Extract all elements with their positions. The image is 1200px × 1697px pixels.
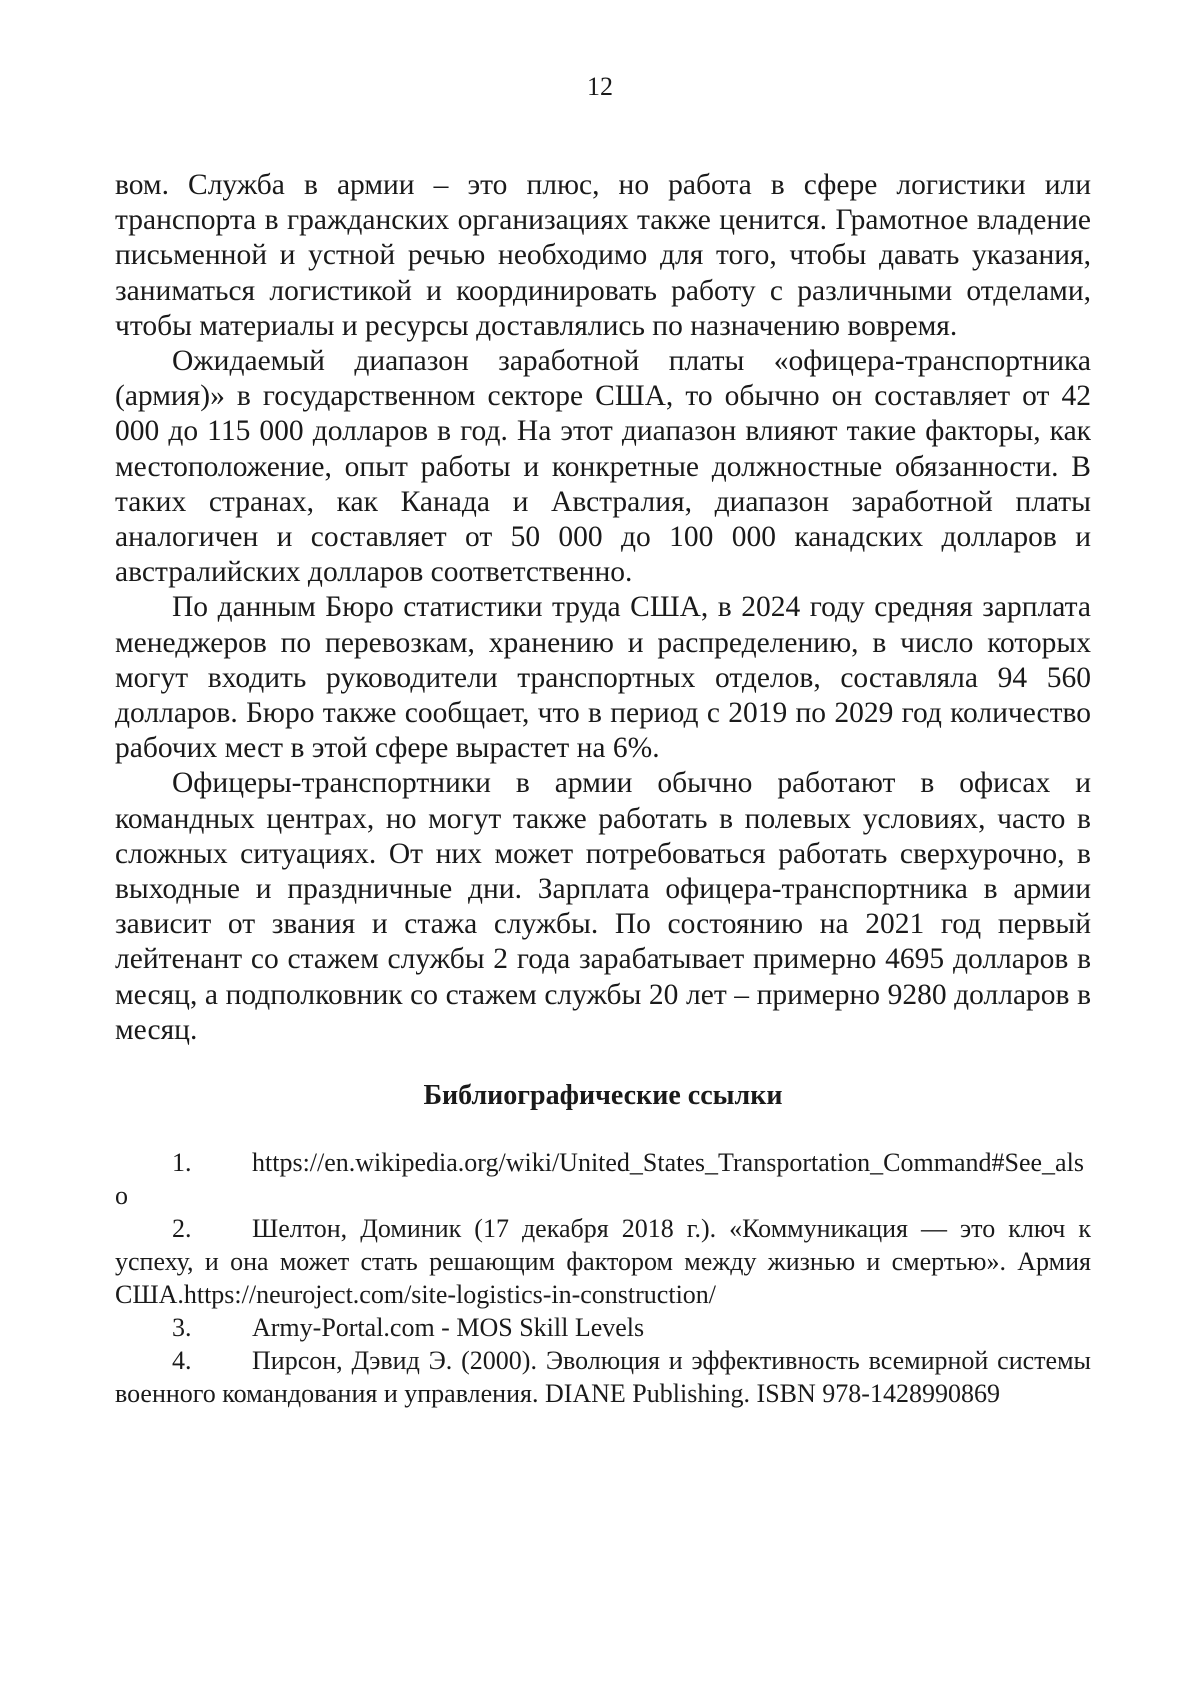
references-list	[115, 1146, 1091, 1410]
reference-number: 1.	[172, 1148, 192, 1178]
reference-text: Пирсон, Дэвид Э. (2000). Эволюция и эффективность всемирной системы военного командования и управления. DIANE Publishing. ISBN 978-1428990869	[115, 1346, 1091, 1409]
paragraph-2: Ожидаемый диапазон заработной платы «офицера-транспортника (армия)» в государственном секторе США, то обычно он составляет от 42 000 до 115 000 долларов в год. На этот диапазон влияют такие факторы, как местоположение, опыт работы и конкретные должностные обязанности. В таких странах, как Канада и Австралия, диапазон заработной платы аналогичен и составляет от 50 000 до 100 000 канадских долларов и австралийских долларов соответственно.	[115, 345, 1091, 589]
body-text	[115, 168, 1091, 1410]
reference-item-2	[115, 1212, 1091, 1311]
reference-number: 4.	[172, 1346, 192, 1376]
reference-item-4	[115, 1344, 1091, 1410]
paragraph-4: Офицеры-транспортники в армии обычно работают в офисах и командных центрах, но могут также работать в полевых условиях, часто в сложных ситуациях. От них может потребоваться работать сверхурочно, в выходные и праздничные дни. Зарплата офицера-транспортника в армии зависит от звания и стажа службы. По состоянию на 2021 год первый лейтенант со стажем службы 2 года зарабатывает примерно 4695 долларов в месяц, а подполковник со стажем службы 20 лет – примерно 9280 долларов в месяц.	[115, 767, 1091, 1046]
paragraph-1: вом. Служба в армии – это плюс, но работа в сфере логистики или транспорта в гражданских организациях также ценится. Грамотное владение письменной и устной речью необходимо для того, чтобы давать указания, заниматься логистикой и координировать работу с различными отделами, чтобы материалы и ресурсы доставлялись по назначению вовремя.	[115, 169, 1091, 342]
reference-text: https://en.wikipedia.org/wiki/United_States_Transportation_Command#See_also	[115, 1148, 1084, 1211]
paragraph-3: По данным Бюро статистики труда США, в 2024 году средняя зарплата менеджеров по перевозкам, хранению и распределению, в число которых могут входить руководители транспортных отделов, составляла 94 560 долларов. Бюро также сообщает, что в период с 2019 по 2029 год количество рабочих мест в этой сфере вырастет на 6%.	[115, 591, 1091, 765]
reference-item-3	[115, 1311, 1091, 1344]
reference-text: Шелтон, Доминик (17 декабря 2018 г.). «Коммуникация — это ключ к успеху, и она может стать решающим фактором между жизнью и смертью». Армия США.https://neuroject.com/site-logistics-in-construction/	[115, 1214, 1091, 1310]
page-number: 12	[587, 72, 613, 101]
reference-item-1	[115, 1146, 1091, 1212]
reference-number: 3.	[172, 1313, 192, 1343]
reference-number: 2.	[172, 1214, 192, 1244]
references-heading: Библиографические ссылки	[423, 1080, 783, 1112]
reference-text: Army-Portal.com - MOS Skill Levels	[252, 1313, 645, 1343]
